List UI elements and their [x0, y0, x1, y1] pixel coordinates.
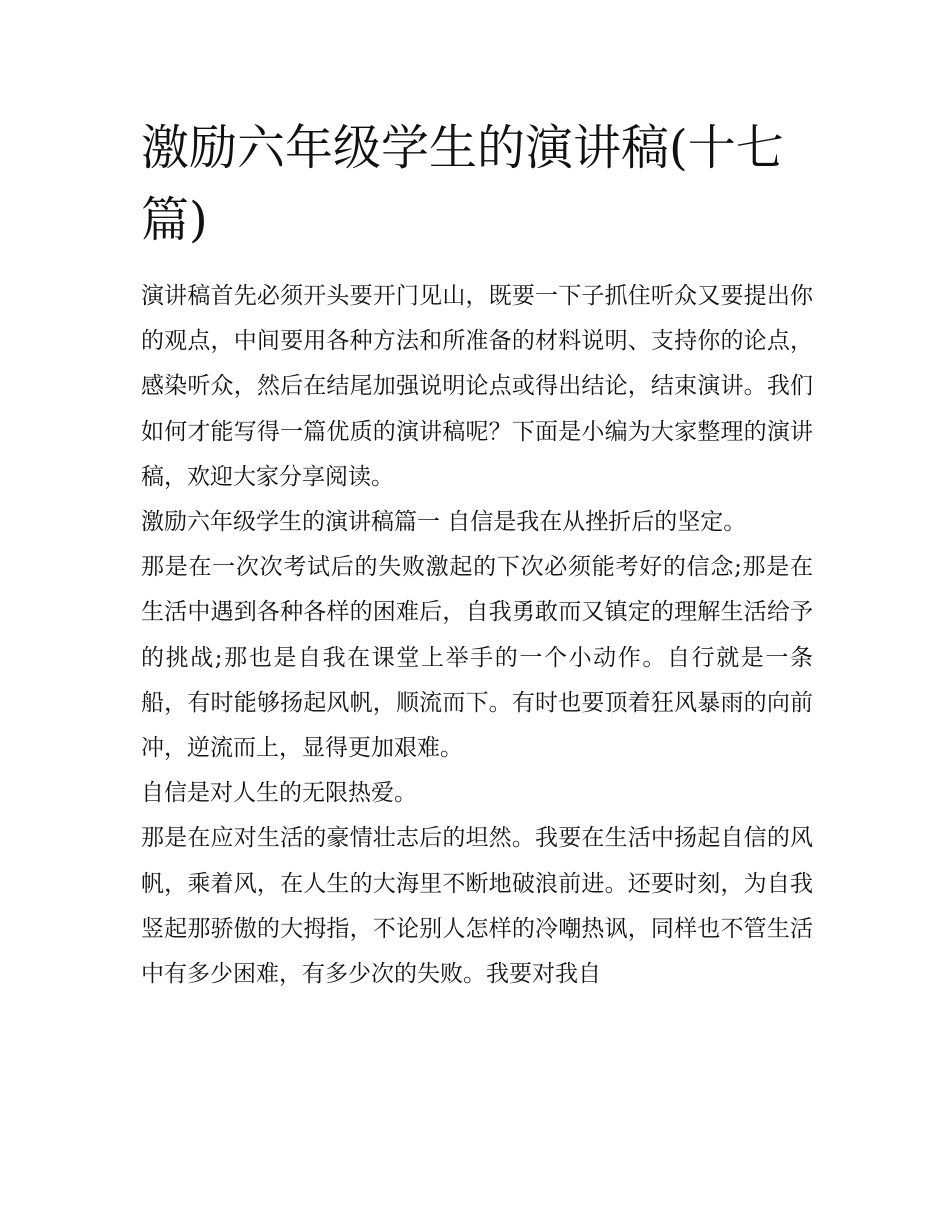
section-heading-paragraph: 激励六年级学生的演讲稿篇一 自信是我在从挫折后的坚定。 — [141, 509, 747, 536]
body-paragraph: 那是在应对生活的豪情壮志后的坦然。我要在生活中扬起自信的风帆，乘着风，在人生的大海里不断地破浪前进。还要时刻，为自我竖起那骄傲的大拇指，不论别人怎样的冷嘲热讽，同样也不管生活中有多少困难，有多少次的失败。我要对我自 — [141, 825, 813, 988]
intro-paragraph: 演讲稿首先必须开头要开门见山，既要一下子抓住听众又要提出你的观点，中间要用各种方法和所准备的材料说明、支持你的论点，感染听众，然后在结尾加强说明论点或得出结论，结束演讲。我们如何才能写得一篇优质的演讲稿呢？下面是小编为大家整理的演讲稿，欢迎大家分享阅读。 — [141, 283, 813, 490]
body-paragraph: 那是在一次次考试后的失败激起的下次必须能考好的信念;那是在生活中遇到各种各样的困难后，自我勇敢而又镇定的理解生活给予的挑战;那也是自我在课堂上举手的一个小动作。自行就是一条船，有时能够扬起风帆，顺流而下。有时也要顶着狂风暴雨的向前冲，逆流而上，显得更加艰难。 — [141, 554, 813, 762]
body-paragraph: 自信是对人生的无限热爱。 — [141, 780, 417, 807]
document-title: 激励六年级学生的演讲稿(十七篇) — [141, 120, 784, 248]
document-body — [141, 112, 813, 997]
